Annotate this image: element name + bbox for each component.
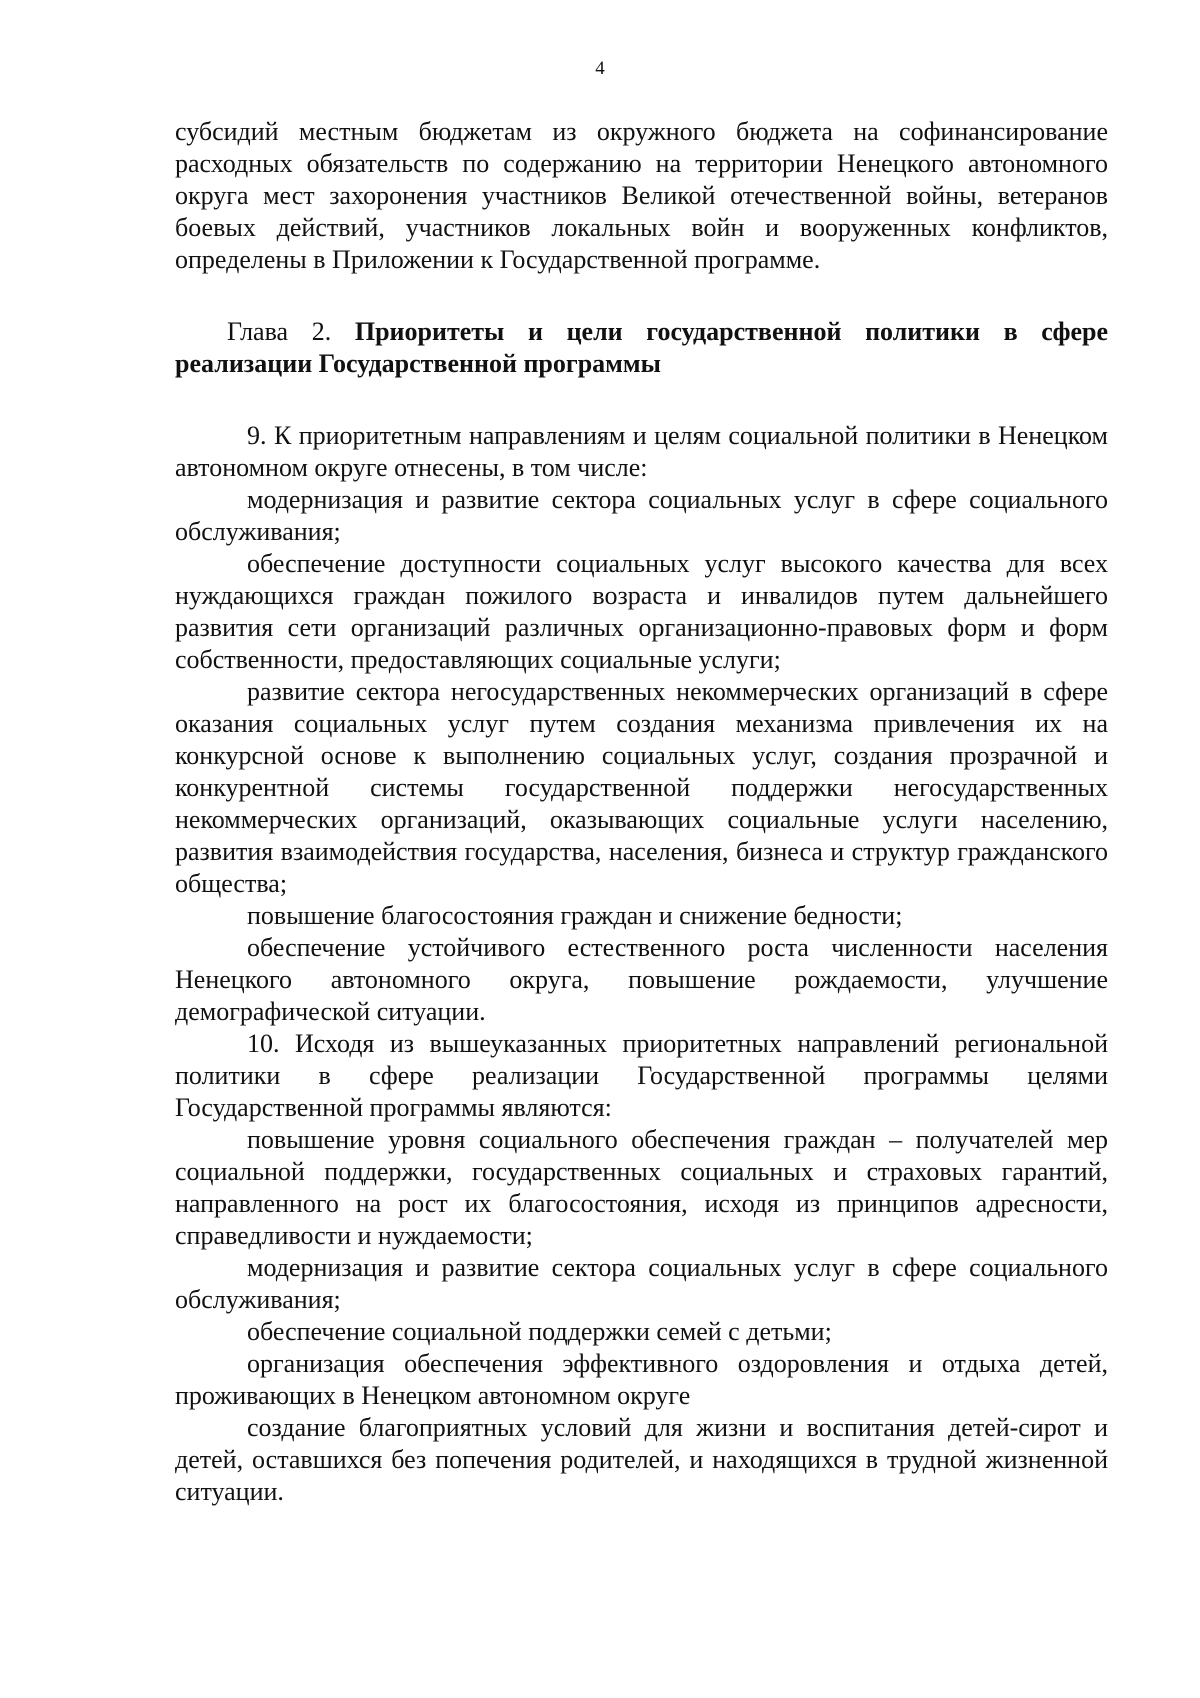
paragraph: организация обеспечения эффективного оздоровления и отдыха детей, проживающих в Ненецком автономном округе: [175, 1349, 1108, 1410]
chapter-title: Приоритеты и цели государственной политики в сфере реализации Государственной программы: [175, 317, 1109, 378]
paragraph: обеспечение социальной поддержки семей с детьми;: [247, 1317, 832, 1346]
paragraph-item-9: 9. К приоритетным направлениям и целям социальной политики в Ненецком автономном округе отнесены, в том числе:: [175, 421, 1108, 482]
document-body: [175, 116, 1108, 1508]
paragraph: модернизация и развитие сектора социальных услуг в сфере социального обслуживания;: [175, 1253, 1108, 1314]
paragraph: повышение благосостояния граждан и снижение бедности;: [247, 901, 903, 930]
paragraph: создание благоприятных условий для жизни и воспитания детей-сирот и детей, оставшихся без попечения родителей, и находящихся в трудной жизненной ситуации.: [175, 1413, 1108, 1506]
chapter-prefix: Глава 2.: [227, 317, 332, 346]
chapter-heading: [175, 316, 1108, 380]
page-number: 4: [595, 58, 605, 79]
paragraph-continuation: субсидий местным бюджетам из окружного бюджета на софинансирование расходных обязательств по содержанию на территории Ненецкого автономного округа мест захоронения участников Великой отечественной войны, ветеранов боевых действий, участников локальных войн и вооруженных конфликтов, определены в Приложении к Государственной программе.: [175, 117, 1108, 274]
paragraph: обеспечение доступности социальных услуг высокого качества для всех нуждающихся граждан пожилого возраста и инвалидов путем дальнейшего развития сети организаций различных организационно-правовых форм и форм собственности, предоставляющих социальные услуги;: [175, 549, 1108, 674]
paragraph: обеспечение устойчивого естественного роста численности населения Ненецкого автономного округа, повышение рождаемости, улучшение демографической ситуации.: [175, 933, 1108, 1026]
paragraph: развитие сектора негосударственных некоммерческих организаций в сфере оказания социальных услуг путем создания механизма привлечения их на конкурсной основе к выполнению социальных услуг, создания прозрачной и конкурентной системы государственной поддержки негосударственных некоммерческих организаций, оказывающих социальные услуги населению, развития взаимодействия государства, населения, бизнеса и структур гражданского общества;: [175, 677, 1108, 898]
paragraph: модернизация и развитие сектора социальных услуг в сфере социального обслуживания;: [175, 485, 1108, 546]
paragraph-item-10: 10. Исходя из вышеуказанных приоритетных направлений региональной политики в сфере реализации Государственной программы целями Государственной программы являются:: [175, 1029, 1108, 1122]
paragraph: повышение уровня социального обеспечения граждан – получателей мер социальной поддержки, государственных социальных и страховых гарантий, направленного на рост их благосостояния, исходя из принципов адресности, справедливости и нуждаемости;: [175, 1125, 1108, 1250]
